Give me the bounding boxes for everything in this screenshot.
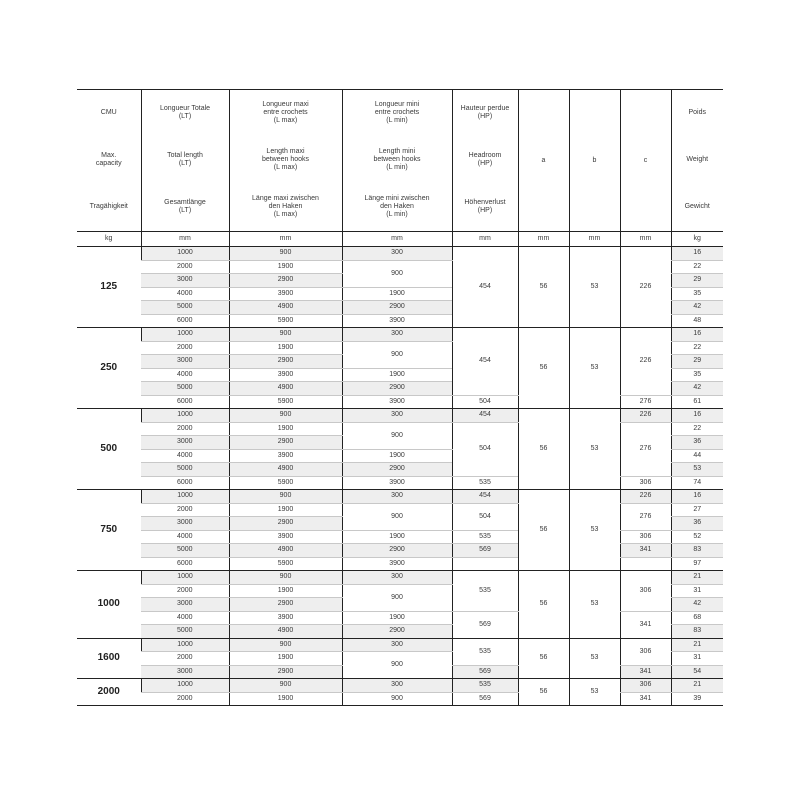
length-max-cell: 5900 (229, 557, 342, 571)
total-length-cell: 3000 (141, 274, 229, 288)
length-max-cell: 4900 (229, 301, 342, 315)
length-max-cell: 5900 (229, 476, 342, 490)
header-capacity-en: Max. capacity (95, 151, 122, 167)
length-max-cell: 2900 (229, 517, 342, 531)
weight-cell: 36 (671, 436, 723, 450)
weight-cell: 21 (671, 638, 723, 652)
total-length-cell: 2000 (141, 422, 229, 436)
hp-cell: 504 (452, 395, 518, 409)
lmin-cell: 2900 (342, 301, 452, 315)
hp-cell: 535 (452, 571, 518, 612)
weight-cell: 53 (671, 463, 723, 477)
length-max-cell: 900 (229, 247, 342, 261)
header-length-min-de: Länge mini zwischen den Haken (L min) (342, 183, 452, 232)
length-max-cell: 4900 (229, 544, 342, 558)
header-capacity: CMU (100, 109, 117, 116)
length-max-cell: 4900 (229, 625, 342, 639)
table-row (77, 557, 723, 571)
b-cell: 53 (569, 247, 620, 328)
weight-cell: 16 (671, 409, 723, 423)
total-length-cell: 1000 (141, 638, 229, 652)
total-length-cell: 3000 (141, 665, 229, 679)
length-max-cell: 2900 (229, 665, 342, 679)
c-cell: 226 (620, 328, 671, 396)
capacity-cell: 1600 (77, 638, 141, 679)
weight-cell: 22 (671, 260, 723, 274)
lmin-cell: 3900 (342, 314, 452, 328)
header-capacity-de: Tragähigkeit (89, 203, 128, 210)
length-max-cell: 2900 (229, 436, 342, 450)
a-cell: 56 (518, 571, 569, 639)
table-row (77, 692, 723, 706)
hp-cell: 569 (452, 665, 518, 679)
table-row (77, 530, 723, 544)
total-length-cell: 1000 (141, 247, 229, 261)
length-max-cell: 3900 (229, 611, 342, 625)
hp-cell: 535 (452, 679, 518, 693)
c-cell: 276 (620, 395, 671, 409)
c-cell: 306 (620, 571, 671, 612)
lmin-cell: 300 (342, 679, 452, 693)
total-length-cell: 6000 (141, 557, 229, 571)
length-max-cell: 1900 (229, 692, 342, 706)
length-max-cell: 4900 (229, 382, 342, 396)
hp-cell: 504 (452, 422, 518, 476)
table-row (77, 544, 723, 558)
weight-cell: 36 (671, 517, 723, 531)
header-headroom-de: Höhenverlust (HP) (452, 183, 518, 232)
total-length-cell: 2000 (141, 260, 229, 274)
hp-cell: 569 (452, 544, 518, 558)
weight-cell: 61 (671, 395, 723, 409)
hp-cell: 535 (452, 530, 518, 544)
b-cell: 53 (569, 679, 620, 706)
length-max-cell: 5900 (229, 395, 342, 409)
weight-cell: 83 (671, 544, 723, 558)
header-length-min: Longueur mini entre crochets (L min) (342, 90, 452, 137)
capacity-cell: 2000 (77, 679, 141, 706)
hp-cell (452, 557, 518, 571)
total-length-cell: 2000 (141, 341, 229, 355)
total-length-cell: 4000 (141, 368, 229, 382)
weight-cell: 97 (671, 557, 723, 571)
b-cell: 53 (569, 328, 620, 409)
c-cell: 341 (620, 611, 671, 638)
weight-cell: 22 (671, 422, 723, 436)
hp-cell: 504 (452, 503, 518, 530)
weight-cell: 48 (671, 314, 723, 328)
length-max-cell: 900 (229, 409, 342, 423)
lmin-cell: 1900 (342, 611, 452, 625)
header-weight-en: Weight (671, 136, 723, 183)
weight-cell: 16 (671, 490, 723, 504)
lmin-cell: 900 (342, 503, 452, 530)
b-cell: 53 (569, 490, 620, 571)
hp-cell: 535 (452, 476, 518, 490)
length-max-cell: 900 (229, 328, 342, 342)
c-cell: 341 (620, 665, 671, 679)
length-max-cell: 1900 (229, 584, 342, 598)
total-length-cell: 1000 (141, 571, 229, 585)
length-max-cell: 1900 (229, 652, 342, 666)
weight-cell: 42 (671, 301, 723, 315)
lmin-cell: 1900 (342, 287, 452, 301)
total-length-cell: 5000 (141, 625, 229, 639)
table-body (77, 247, 723, 706)
weight-cell: 83 (671, 625, 723, 639)
length-max-cell: 2900 (229, 355, 342, 369)
weight-cell: 21 (671, 679, 723, 693)
table-row (77, 611, 723, 625)
weight-cell: 31 (671, 652, 723, 666)
lmin-cell: 3900 (342, 395, 452, 409)
length-max-cell: 3900 (229, 368, 342, 382)
lmin-cell: 3900 (342, 476, 452, 490)
c-cell: 226 (620, 409, 671, 423)
b-cell: 53 (569, 571, 620, 639)
weight-cell: 16 (671, 328, 723, 342)
lmin-cell: 1900 (342, 368, 452, 382)
length-max-cell: 1900 (229, 422, 342, 436)
weight-cell: 68 (671, 611, 723, 625)
hp-cell: 454 (452, 409, 518, 423)
total-length-cell: 5000 (141, 544, 229, 558)
lmin-cell: 300 (342, 247, 452, 261)
length-max-cell: 900 (229, 571, 342, 585)
weight-cell: 44 (671, 449, 723, 463)
unit-a: mm (518, 232, 569, 247)
weight-cell: 16 (671, 247, 723, 261)
total-length-cell: 6000 (141, 314, 229, 328)
weight-cell: 21 (671, 571, 723, 585)
header-total-length-de: Gesamtlänge (LT) (141, 183, 229, 232)
c-cell: 226 (620, 490, 671, 504)
weight-cell: 29 (671, 355, 723, 369)
table-row (77, 490, 723, 504)
lmin-cell: 300 (342, 328, 452, 342)
total-length-cell: 2000 (141, 584, 229, 598)
a-cell: 56 (518, 409, 569, 490)
header-length-min-en: Length mini between hooks (L min) (342, 136, 452, 183)
header-weight-de: Gewicht (671, 183, 723, 232)
lmin-cell: 900 (342, 422, 452, 449)
length-max-cell: 1900 (229, 341, 342, 355)
header-length-max-de: Länge maxi zwischen den Haken (L max) (229, 183, 342, 232)
table-row (77, 409, 723, 423)
a-cell: 56 (518, 328, 569, 409)
total-length-cell: 1000 (141, 328, 229, 342)
header-b: b (569, 90, 620, 232)
unit-length-min: mm (342, 232, 452, 247)
weight-cell: 42 (671, 598, 723, 612)
weight-cell: 52 (671, 530, 723, 544)
hp-cell: 569 (452, 611, 518, 638)
length-max-cell: 1900 (229, 260, 342, 274)
weight-cell: 35 (671, 287, 723, 301)
total-length-cell: 5000 (141, 382, 229, 396)
table-row (77, 571, 723, 585)
weight-cell: 39 (671, 692, 723, 706)
lmin-cell: 3900 (342, 557, 452, 571)
weight-cell: 74 (671, 476, 723, 490)
c-cell: 341 (620, 692, 671, 706)
c-cell: 276 (620, 422, 671, 476)
unit-weight: kg (671, 232, 723, 247)
header-headroom: Hauteur perdue (HP) (452, 90, 518, 137)
lmin-cell: 900 (342, 584, 452, 611)
total-length-cell: 4000 (141, 530, 229, 544)
table-row (77, 328, 723, 342)
length-max-cell: 900 (229, 638, 342, 652)
total-length-cell: 5000 (141, 463, 229, 477)
c-cell: 306 (620, 476, 671, 490)
total-length-cell: 2000 (141, 692, 229, 706)
total-length-cell: 2000 (141, 652, 229, 666)
table-row (77, 638, 723, 652)
lmin-cell: 2900 (342, 463, 452, 477)
total-length-cell: 1000 (141, 490, 229, 504)
table-row (77, 247, 723, 261)
lmin-cell: 1900 (342, 449, 452, 463)
a-cell: 56 (518, 247, 569, 328)
lmin-cell: 2900 (342, 625, 452, 639)
total-length-cell: 3000 (141, 598, 229, 612)
c-cell: 341 (620, 544, 671, 558)
b-cell: 53 (569, 638, 620, 679)
lmin-cell: 300 (342, 571, 452, 585)
weight-cell: 27 (671, 503, 723, 517)
capacity-cell: 750 (77, 490, 141, 571)
unit-length-max: mm (229, 232, 342, 247)
table-row (77, 395, 723, 409)
hp-cell: 535 (452, 638, 518, 665)
table-header (77, 90, 723, 247)
length-max-cell: 900 (229, 679, 342, 693)
total-length-cell: 1000 (141, 409, 229, 423)
weight-cell: 54 (671, 665, 723, 679)
total-length-cell: 6000 (141, 476, 229, 490)
lmin-cell: 2900 (342, 382, 452, 396)
length-max-cell: 3900 (229, 287, 342, 301)
units-row (77, 232, 723, 247)
weight-cell: 31 (671, 584, 723, 598)
table-row (77, 503, 723, 517)
header-length-max-en: Length maxi between hooks (L max) (229, 136, 342, 183)
header-a: a (518, 90, 569, 232)
lmin-cell: 900 (342, 260, 452, 287)
total-length-cell: 3000 (141, 517, 229, 531)
header-weight: Poids (671, 90, 723, 137)
total-length-cell: 3000 (141, 436, 229, 450)
total-length-cell: 1000 (141, 679, 229, 693)
hp-cell: 454 (452, 328, 518, 396)
hp-cell: 454 (452, 247, 518, 328)
lmin-cell: 1900 (342, 530, 452, 544)
lmin-cell: 300 (342, 638, 452, 652)
total-length-cell: 2000 (141, 503, 229, 517)
table-row (77, 476, 723, 490)
hp-cell: 454 (452, 490, 518, 504)
hp-cell: 569 (452, 692, 518, 706)
length-max-cell: 4900 (229, 463, 342, 477)
weight-cell: 22 (671, 341, 723, 355)
c-cell: 306 (620, 530, 671, 544)
header-total-length: Longueur Totale (LT) (141, 90, 229, 137)
lmin-cell: 2900 (342, 544, 452, 558)
header-length-max: Longueur maxi entre crochets (L max) (229, 90, 342, 137)
length-max-cell: 2900 (229, 598, 342, 612)
capacity-cell: 125 (77, 247, 141, 328)
unit-headroom: mm (452, 232, 518, 247)
lmin-cell: 300 (342, 409, 452, 423)
lmin-cell: 300 (342, 490, 452, 504)
total-length-cell: 5000 (141, 301, 229, 315)
weight-cell: 42 (671, 382, 723, 396)
total-length-cell: 6000 (141, 395, 229, 409)
length-max-cell: 1900 (229, 503, 342, 517)
lmin-cell: 900 (342, 692, 452, 706)
c-cell: 276 (620, 503, 671, 530)
header-row-fr (77, 90, 723, 137)
length-max-cell: 3900 (229, 530, 342, 544)
total-length-cell: 4000 (141, 287, 229, 301)
specification-table (77, 89, 723, 706)
length-max-cell: 5900 (229, 314, 342, 328)
weight-cell: 29 (671, 274, 723, 288)
capacity-cell: 250 (77, 328, 141, 409)
length-max-cell: 900 (229, 490, 342, 504)
header-total-length-en: Total length (LT) (141, 136, 229, 183)
weight-cell: 35 (671, 368, 723, 382)
length-max-cell: 3900 (229, 449, 342, 463)
total-length-cell: 4000 (141, 611, 229, 625)
c-cell: 226 (620, 247, 671, 328)
total-length-cell: 4000 (141, 449, 229, 463)
unit-b: mm (569, 232, 620, 247)
lmin-cell: 900 (342, 341, 452, 368)
a-cell: 56 (518, 490, 569, 571)
header-headroom-en: Headroom (HP) (452, 136, 518, 183)
b-cell: 53 (569, 409, 620, 490)
unit-capacity: kg (77, 232, 141, 247)
lmin-cell: 900 (342, 652, 452, 679)
table-row (77, 679, 723, 693)
a-cell: 56 (518, 638, 569, 679)
unit-c: mm (620, 232, 671, 247)
c-cell: 306 (620, 638, 671, 665)
length-max-cell: 2900 (229, 274, 342, 288)
capacity-cell: 500 (77, 409, 141, 490)
table-row (77, 422, 723, 436)
total-length-cell: 3000 (141, 355, 229, 369)
header-c: c (620, 90, 671, 232)
c-cell (620, 557, 671, 571)
unit-total-length: mm (141, 232, 229, 247)
capacity-cell: 1000 (77, 571, 141, 639)
c-cell: 306 (620, 679, 671, 693)
a-cell: 56 (518, 679, 569, 706)
